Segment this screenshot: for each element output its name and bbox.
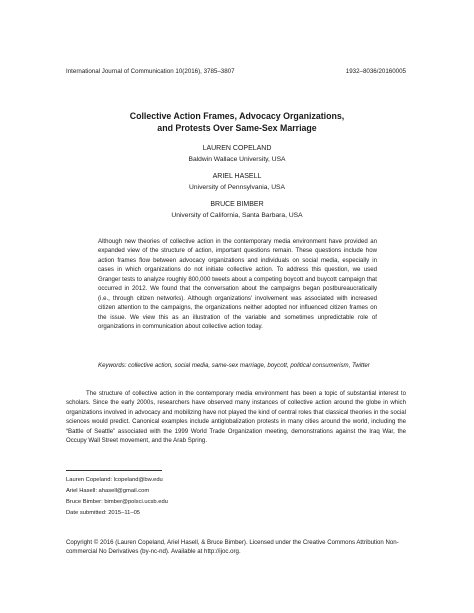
journal-citation: International Journal of Communication 10(2016), 3785–3807	[66, 68, 235, 75]
author-name: LAUREN COPELAND	[202, 145, 272, 152]
paper-title-line-2: and Protests Over Same-Sex Marriage	[157, 123, 317, 133]
footnote-email: Bruce Bimber: bimber@polsci.ucsb.edu	[66, 499, 168, 505]
author-name: BRUCE BIMBER	[210, 201, 264, 208]
abstract-text: Although new theories of collective action in the contemporary media environment have provided an expanded view of the structure of action, important questions remain. These questions include how action frames flow between advocacy organizations and individuals on social media, especially in cases in which organizations do not initiate collective action. To address this question, we used Granger tests to analyze roughly 800,000 tweets about a competing boycott and buycott campaign that occurred in 2012. We found that the conversation about the campaigns began postbureaucratically (i.e., through citizen networks). Although organizations' involvement was associated with increased citizen attention to the campaigns, the organizations neither adopted nor influenced citizen frames on the issue. We view this as an illustration of the variable and sometimes unpredictable role of organizations in communication about collective action today.	[98, 238, 377, 331]
footnote-email: Ariel Hasell: ahasell@gmail.com	[66, 488, 150, 494]
footnote-date-submitted: Date submitted: 2015–11–05	[66, 510, 141, 516]
copyright-notice: Copyright © 2016 (Lauren Copeland, Ariel Hasell, & Bruce Bimber). Licensed under the Creative Commons Attribution Non-commercial No Derivatives (by-nc-nd). Available at http://ijoc.org.	[66, 539, 399, 556]
abstract	[98, 237, 377, 332]
keywords: Keywords: collective action, social media, same-sex marriage, boycott, political consumerism, Twitter	[98, 362, 370, 369]
footnote-divider	[66, 470, 162, 471]
intro-paragraph: The structure of collective action in the contemporary media environment has been a topic of substantial interest to scholars. Since the early 2000s, researchers have observed many instances of collective action around the globe in which organizations involved in advocacy and mobilizing have not played the kind of central roles that classical theories in the social sciences would predict. Canonical examples include antiglobalization protests in many cities around the world, including the “Battle of Seattle” associated with the 1999 World Trade Organization meeting, demonstrations against the Iraq War, the Occupy Wall Street movement, and the Arab Spring.	[66, 390, 406, 445]
paper-title-line-1: Collective Action Frames, Advocacy Organizations,	[129, 111, 345, 121]
author-affiliation: Baldwin Wallace University, USA	[188, 156, 286, 163]
issn: 1932–8036/20160005	[345, 68, 406, 75]
author-name: ARIEL HASELL	[212, 173, 262, 180]
author-affiliation: University of California, Santa Barbara, USA	[171, 212, 303, 219]
footnote-email: Lauren Copeland: lcopeland@bw.edu	[66, 477, 163, 483]
author-affiliation: University of Pennsylvania, USA	[189, 184, 285, 191]
